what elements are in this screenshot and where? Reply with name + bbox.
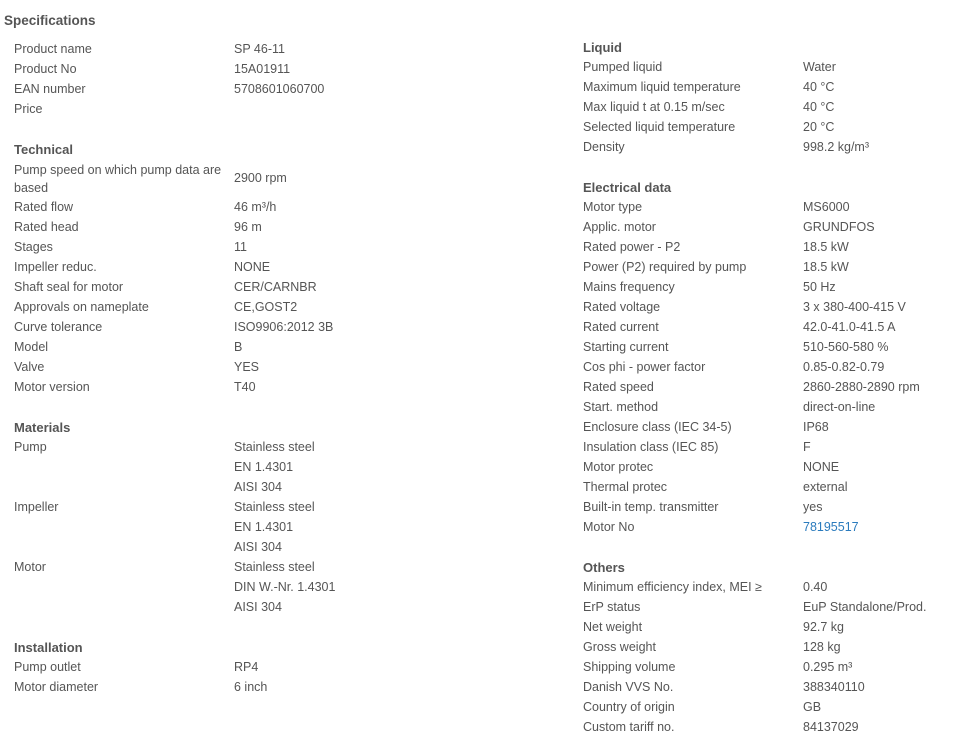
rated-speed-value: 2860-2880-2890 rpm [803, 380, 920, 394]
valve-value: YES [234, 360, 260, 374]
start-method-value: direct-on-line [803, 400, 876, 414]
custom-tariff-value: 84137029 [803, 720, 859, 734]
motor-version-label: Motor version [14, 380, 90, 394]
density-value: 998.2 kg/m³ [803, 140, 870, 154]
temp-transmitter-label: Built-in temp. transmitter [583, 500, 719, 514]
power-required-label: Power (P2) required by pump [583, 260, 747, 274]
material-motor-line: Stainless steel [234, 560, 315, 574]
start-method-label: Start. method [583, 400, 659, 414]
rated-power-value: 18.5 kW [803, 240, 849, 254]
erp-status-label: ErP status [583, 600, 641, 614]
material-impeller-line: EN 1.4301 [234, 520, 294, 534]
approvals-value: CE,GOST2 [234, 300, 298, 314]
motor-diameter-label: Motor diameter [14, 680, 99, 694]
thermal-protec-value: external [803, 480, 848, 494]
material-motor-line: DIN W.-Nr. 1.4301 [234, 580, 336, 594]
enclosure-class-label: Enclosure class (IEC 34-5) [583, 420, 732, 434]
insulation-class-value: F [803, 440, 811, 454]
others-heading: Others [583, 560, 625, 575]
applic-motor-label: Applic. motor [583, 220, 656, 234]
max-liquid-t-value: 40 °C [803, 100, 835, 114]
approvals-label: Approvals on nameplate [14, 300, 149, 314]
rated-flow-label: Rated flow [14, 200, 74, 214]
rated-voltage-label: Rated voltage [583, 300, 661, 314]
material-impeller-line: Stainless steel [234, 500, 315, 514]
pump-outlet-value: RP4 [234, 660, 259, 674]
ean-number-value: 5708601060700 [234, 82, 325, 96]
rated-head-value: 96 m [234, 220, 262, 234]
materials-heading: Materials [14, 420, 71, 435]
electrical-heading: Electrical data [583, 180, 672, 195]
curve-tolerance-value: ISO9906:2012 3B [234, 320, 334, 334]
impeller-reduc-label: Impeller reduc. [14, 260, 97, 274]
motor-no-label: Motor No [583, 520, 635, 534]
material-pump-line: Stainless steel [234, 440, 315, 454]
shipping-volume-value: 0.295 m³ [803, 660, 853, 674]
material-pump-line: AISI 304 [234, 480, 282, 494]
impeller-reduc-value: NONE [234, 260, 271, 274]
selected-liquid-temp-value: 20 °C [803, 120, 835, 134]
shaft-seal-value: CER/CARNBR [234, 280, 317, 294]
material-impeller-label: Impeller [14, 500, 59, 514]
product-name-value: SP 46-11 [234, 42, 285, 56]
material-pump-line: EN 1.4301 [234, 460, 294, 474]
material-pump-label: Pump [14, 440, 47, 454]
max-liquid-t-label: Max liquid t at 0.15 m/sec [583, 100, 725, 114]
country-origin-value: GB [803, 700, 822, 714]
cos-phi-label: Cos phi - power factor [583, 360, 706, 374]
applic-motor-value: GRUNDFOS [803, 220, 875, 234]
pump-speed-label: Pump speed on which pump data are based [14, 163, 222, 195]
pump-outlet-label: Pump outlet [14, 660, 81, 674]
motor-no-link[interactable]: 78195517 [803, 520, 859, 534]
rated-power-label: Rated power - P2 [583, 240, 681, 254]
gross-weight-value: 128 kg [803, 640, 841, 654]
material-impeller-line: AISI 304 [234, 540, 282, 554]
valve-label: Valve [14, 360, 45, 374]
product-no-value: 15A01911 [234, 62, 291, 76]
curve-tolerance-label: Curve tolerance [14, 320, 103, 334]
installation-heading: Installation [14, 640, 83, 655]
mei-value: 0.40 [803, 580, 828, 594]
thermal-protec-label: Thermal protec [583, 480, 668, 494]
pumped-liquid-label: Pumped liquid [583, 60, 663, 74]
price-label: Price [14, 102, 43, 116]
cos-phi-value: 0.85-0.82-0.79 [803, 360, 885, 374]
liquid-heading: Liquid [583, 40, 622, 55]
model-label: Model [14, 340, 49, 354]
product-no-label: Product No [14, 62, 77, 76]
model-value: B [234, 340, 243, 354]
rated-voltage-value: 3 x 380-400-415 V [803, 300, 906, 314]
material-motor-label: Motor [14, 560, 46, 574]
power-required-value: 18.5 kW [803, 260, 849, 274]
motor-protec-value: NONE [803, 460, 840, 474]
page-title: Specifications [4, 13, 96, 28]
enclosure-class-value: IP68 [803, 420, 829, 434]
starting-current-value: 510-560-580 % [803, 340, 889, 354]
erp-status-value: EuP Standalone/Prod. [803, 600, 927, 614]
rated-head-label: Rated head [14, 220, 79, 234]
product-name-label: Product name [14, 42, 92, 56]
motor-type-value: MS6000 [803, 200, 850, 214]
mei-label: Minimum efficiency index, MEI ≥ [583, 580, 762, 594]
motor-version-value: T40 [234, 380, 256, 394]
net-weight-label: Net weight [583, 620, 643, 634]
shaft-seal-label: Shaft seal for motor [14, 280, 124, 294]
pump-speed-value: 2900 rpm [234, 171, 287, 185]
density-label: Density [583, 140, 625, 154]
max-liquid-temp-label: Maximum liquid temperature [583, 80, 741, 94]
rated-current-label: Rated current [583, 320, 659, 334]
rated-current-value: 42.0-41.0-41.5 A [803, 320, 896, 334]
rated-flow-value: 46 m³/h [234, 200, 277, 214]
ean-number-label: EAN number [14, 82, 86, 96]
selected-liquid-temp-label: Selected liquid temperature [583, 120, 736, 134]
mains-frequency-value: 50 Hz [803, 280, 836, 294]
motor-protec-label: Motor protec [583, 460, 654, 474]
temp-transmitter-value: yes [803, 500, 823, 514]
danish-vvs-label: Danish VVS No. [583, 680, 674, 694]
country-origin-label: Country of origin [583, 700, 675, 714]
insulation-class-label: Insulation class (IEC 85) [583, 440, 719, 454]
shipping-volume-label: Shipping volume [583, 660, 676, 674]
motor-type-label: Motor type [583, 200, 643, 214]
rated-speed-label: Rated speed [583, 380, 654, 394]
starting-current-label: Starting current [583, 340, 669, 354]
max-liquid-temp-value: 40 °C [803, 80, 835, 94]
custom-tariff-label: Custom tariff no. [583, 720, 675, 734]
technical-heading: Technical [14, 142, 74, 157]
pumped-liquid-value: Water [803, 60, 836, 74]
danish-vvs-value: 388340110 [803, 680, 865, 694]
material-motor-line: AISI 304 [234, 600, 282, 614]
net-weight-value: 92.7 kg [803, 620, 845, 634]
motor-diameter-value: 6 inch [234, 680, 268, 694]
gross-weight-label: Gross weight [583, 640, 656, 654]
stages-label: Stages [14, 240, 53, 254]
stages-value: 11 [234, 240, 247, 254]
mains-frequency-label: Mains frequency [583, 280, 675, 294]
